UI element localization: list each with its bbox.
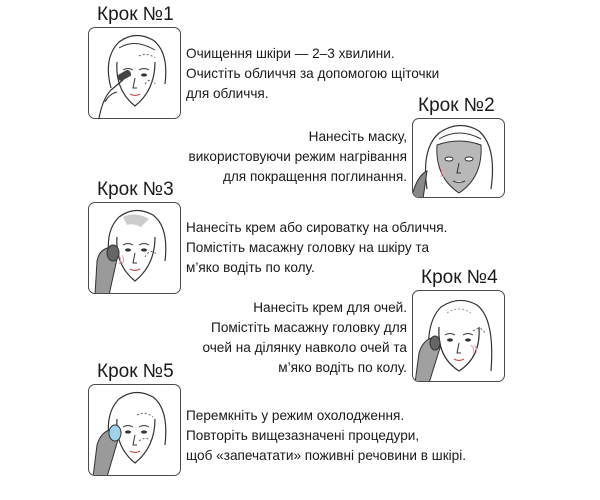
step-3-description <box>186 218 447 278</box>
face-massage-icon <box>89 203 181 294</box>
step-2-description <box>188 127 407 187</box>
step-3-line-3: м’яко водіть по колу. <box>186 260 315 275</box>
step-1-description <box>186 44 439 104</box>
step-2-illustration <box>412 118 505 198</box>
step-2-title: Крок №2 <box>418 95 495 116</box>
step-5-line-2: Повторіть вищезазначені процедури, <box>186 428 420 443</box>
step-5-title: Крок №5 <box>97 361 174 382</box>
step-3-line-1: Нанесіть крем або сироватку на обличчя. <box>186 220 448 235</box>
step-2-line-3: для покращення поглинання. <box>222 169 407 184</box>
step-1-line-1: Очищення шкіри — 2–3 хвилини. <box>186 46 395 61</box>
step-1-line-3: для обличчя. <box>186 86 269 101</box>
step-5-illustration <box>88 384 181 476</box>
step-4-line-3: очей на ділянку навколо очей та <box>202 340 407 355</box>
step-4-illustration <box>412 290 505 382</box>
step-4-line-4: м’яко водіть по колу. <box>278 360 407 375</box>
face-brush-icon <box>89 28 181 119</box>
step-4-line-1: Нанесіть крем для очей. <box>253 300 407 315</box>
step-5-line-1: Перемкніть у режим охолодження. <box>186 408 405 423</box>
step-4-line-2: Помістіть масажну головку для <box>211 320 407 335</box>
step-3-illustration <box>88 202 181 294</box>
step-1-line-2: Очистіть обличчя за допомогою щіточки <box>186 66 440 81</box>
face-cooling-icon <box>89 385 181 476</box>
step-5-line-3: щоб «запечатати» поживні речовини в шкірі. <box>186 448 467 463</box>
face-mask-icon <box>413 119 505 198</box>
face-eye-massage-icon <box>413 291 505 382</box>
step-2-line-1: Нанесіть маску, <box>308 129 407 144</box>
step-1-title: Крок №1 <box>97 4 174 25</box>
step-3-line-2: Помістіть масажну головку на шкіру та <box>186 240 430 255</box>
step-4-title: Крок №4 <box>421 267 498 288</box>
step-5-description <box>186 406 466 466</box>
step-2-line-2: використовуючи режим нагрівання <box>188 149 407 164</box>
step-3-title: Крок №3 <box>97 179 174 200</box>
step-4-description <box>202 298 407 378</box>
step-1-illustration <box>88 27 181 119</box>
